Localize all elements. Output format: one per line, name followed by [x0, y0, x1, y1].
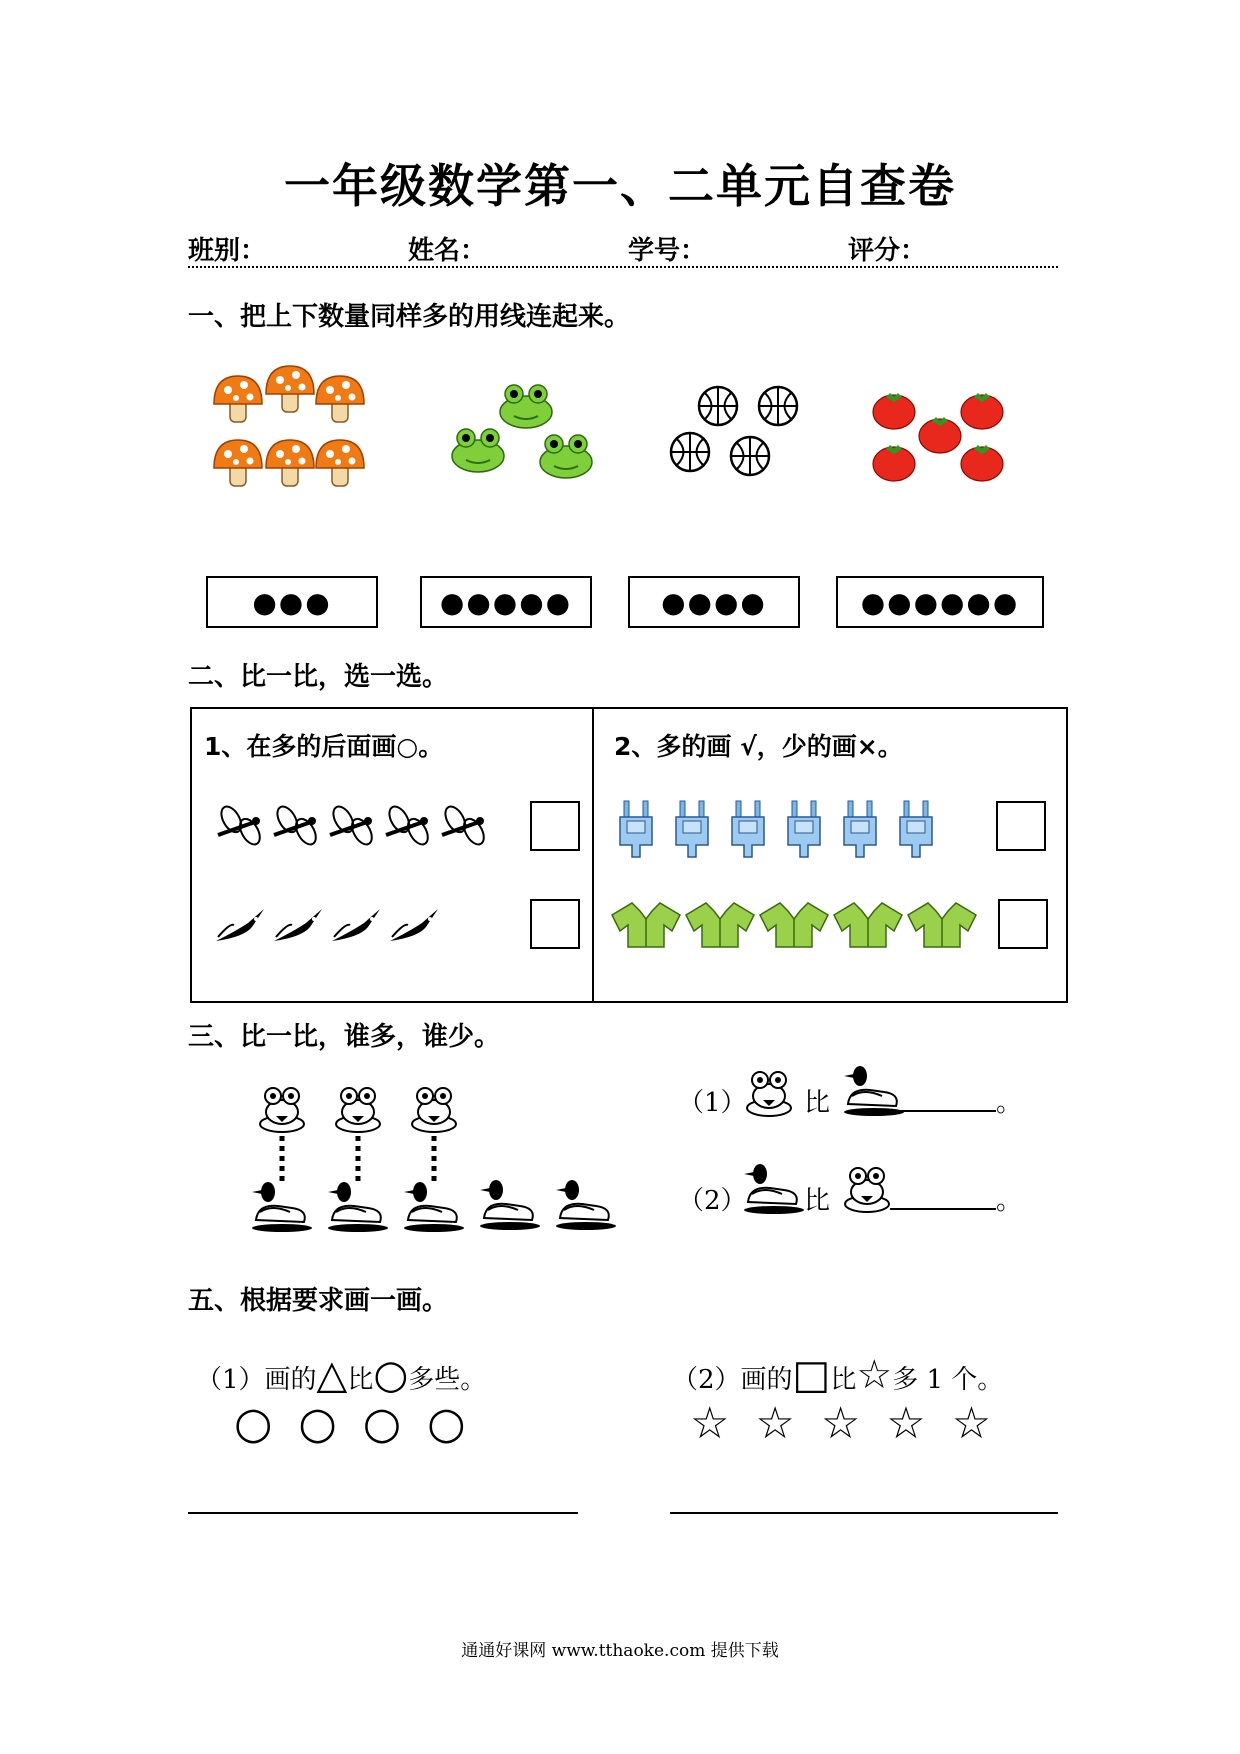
- triangle-icon: △: [316, 1352, 348, 1398]
- class-label: 班别：: [188, 236, 267, 266]
- tomato-group-icon: [870, 388, 1010, 488]
- s5-q2-part-c: 多 1 个。: [892, 1365, 1004, 1395]
- duck-small-icon-2: [740, 1162, 806, 1216]
- dot-box-4: ●●●●●●: [836, 576, 1044, 628]
- star-row: ☆ ☆ ☆ ☆ ☆: [690, 1398, 992, 1449]
- frog-duck-picture-icon: [240, 1080, 630, 1240]
- s5-q1-answer-line[interactable]: [188, 1512, 578, 1514]
- page-title: 一年级数学第一、二单元自查卷: [284, 159, 956, 213]
- overalls-row-icon: [612, 793, 942, 863]
- section1-heading: 一、把上下数量同样多的用线连起来。: [188, 302, 631, 332]
- jacket-row-icon: [610, 895, 990, 955]
- frog-small-icon: [744, 1066, 794, 1118]
- s3-q1-number: （1）: [678, 1088, 747, 1118]
- swallow-row-icon: [210, 895, 450, 955]
- name-label: 姓名：: [408, 236, 487, 266]
- frog-group-icon: [448, 370, 598, 480]
- s3-q2-word: 比: [804, 1186, 831, 1216]
- s5-q2-answer-line[interactable]: [670, 1512, 1058, 1514]
- compare-table: [190, 707, 1068, 1003]
- q2-answer-box-2[interactable]: [998, 899, 1048, 949]
- student-info-row: [188, 230, 1058, 268]
- s5-q2-part-a: （2）画的: [672, 1365, 793, 1395]
- circle-row: ○ ○ ○ ○: [234, 1398, 466, 1449]
- q1-answer-box-1[interactable]: [530, 801, 580, 851]
- q2-label: 2、多的画 √，少的画×。: [614, 732, 903, 761]
- dot-box-1: ●●●: [206, 576, 378, 628]
- circle-icon: ○: [373, 1352, 409, 1398]
- s5-q2-part-b: 比: [830, 1365, 857, 1395]
- q2-answer-box-1[interactable]: [996, 801, 1046, 851]
- q1-answer-box-2[interactable]: [530, 899, 580, 949]
- dot-box-2: ●●●●●: [420, 576, 592, 628]
- s3-q1-end: 。: [996, 1088, 1023, 1118]
- score-label: 评分：: [848, 236, 927, 266]
- s5-q1-part-b: 比: [347, 1365, 374, 1395]
- frog-small-icon-2: [842, 1162, 892, 1214]
- s3-q2-blank[interactable]: [890, 1208, 996, 1210]
- number-label: 学号：: [628, 236, 707, 266]
- footer-text: 通通好课网 www.tthaoke.com 提供下载: [461, 1641, 779, 1661]
- duck-small-icon: [840, 1064, 906, 1118]
- s3-q1-blank[interactable]: [900, 1110, 996, 1112]
- s5-q2-text: [672, 1352, 1003, 1398]
- s3-q1-word: 比: [804, 1088, 831, 1118]
- s3-q2-number: （2）: [678, 1186, 747, 1216]
- section2-heading: 二、比一比，选一选。: [188, 662, 449, 692]
- dot-box-3: ●●●●: [628, 576, 800, 628]
- mushroom-group-icon: [210, 358, 370, 498]
- square-icon: □: [792, 1352, 831, 1398]
- s3-q2-end: 。: [996, 1186, 1023, 1216]
- section3-heading: 三、比一比，谁多，谁少。: [188, 1022, 501, 1052]
- q1-label: 1、在多的后面画○。: [204, 732, 444, 761]
- star-icon: ☆: [856, 1352, 893, 1398]
- basketball-group-icon: [668, 382, 808, 482]
- dragonfly-row-icon: [210, 797, 510, 857]
- s5-q1-text: [196, 1352, 486, 1398]
- table-divider: [592, 709, 594, 1001]
- s5-q1-part-a: （1）画的: [196, 1365, 317, 1395]
- s5-q1-part-c: 多些。: [408, 1365, 487, 1395]
- section5-heading: 五、根据要求画一画。: [188, 1286, 449, 1316]
